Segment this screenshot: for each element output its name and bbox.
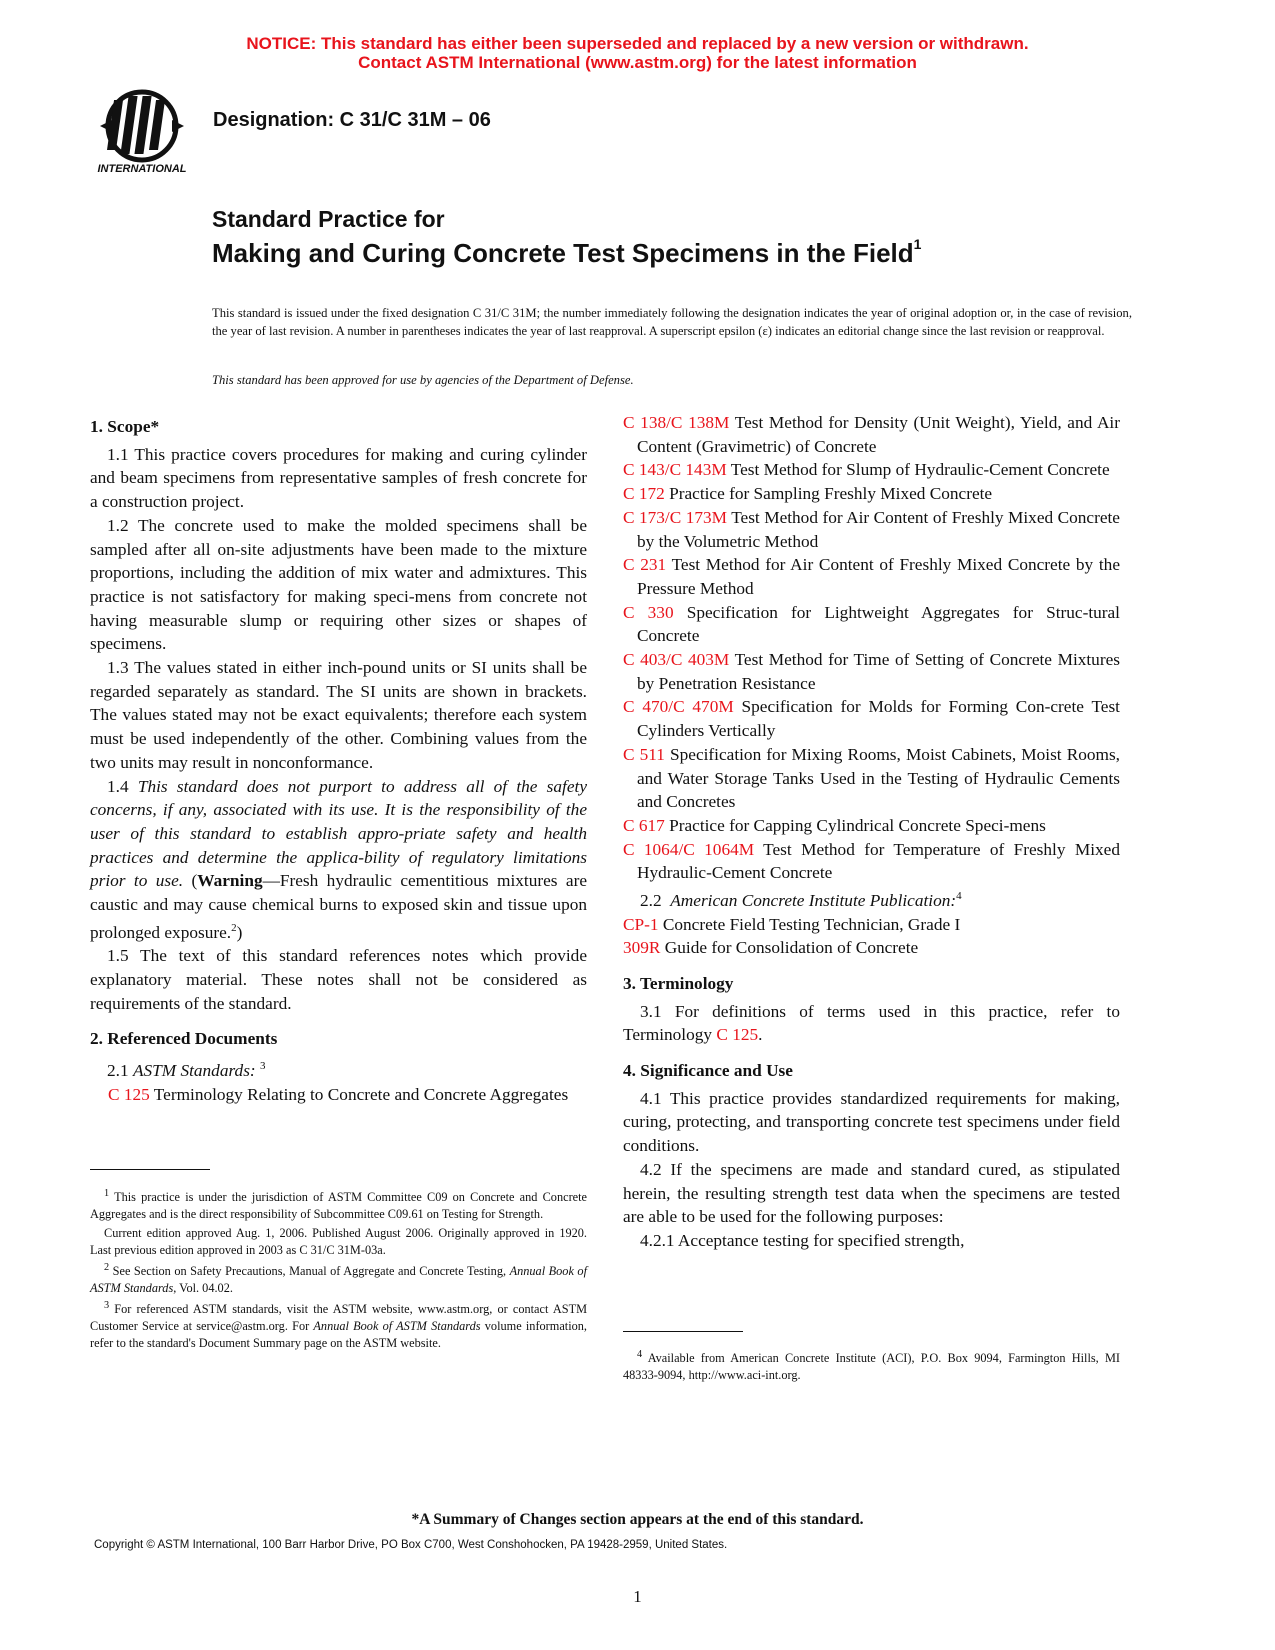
astm-ref-link[interactable]: C 173/C 173M — [623, 507, 728, 527]
warning-label: Warning — [197, 871, 263, 891]
astm-ref-title: Test Method for Air Content of Freshly Mixed Concrete by the Pressure Method — [637, 555, 1120, 598]
notice-line-2: Contact ASTM International (www.astm.org) for the latest information — [358, 53, 917, 72]
astm-ref-title: Specification for Mixing Rooms, Moist Cabinets, Moist Rooms, and Water Storage Tanks Used in the Testing of Hydraulic Cements and Concretes — [637, 744, 1120, 812]
footnote-2-mark: 2 — [104, 1262, 110, 1274]
astm-ref-link[interactable]: C 511 — [623, 744, 665, 764]
footnote-rule-left — [90, 1169, 210, 1170]
astm-ref-item — [623, 743, 1120, 814]
astm-reference-list — [623, 411, 1120, 885]
right-column — [623, 411, 1120, 1253]
footnote-4 — [623, 1346, 1120, 1384]
footnotes-right — [623, 1346, 1120, 1384]
footnote-rule-right — [623, 1331, 743, 1332]
astm-ref-item — [623, 695, 1120, 742]
notice-line-1: NOTICE: This standard has either been superseded and replaced by a new version or withdrawn. — [246, 34, 1029, 53]
astm-ref-item — [623, 838, 1120, 885]
issued-note: This standard is issued under the fixed designation C 31/C 31M; the number immediately following the designation indicates the year of original adoption or, in the case of revision, the year of last revision. A number in parentheses indicates the year of last reapproval. A superscript epsilon (ε) indicates an editorial change since the last revision or reapproval. — [212, 306, 1132, 338]
astm-ref-title: Test Method for Air Content of Freshly Mixed Concrete by the Volumetric Method — [637, 507, 1120, 551]
title-footnote-mark: 1 — [913, 236, 922, 252]
scope-heading: 1. Scope* — [90, 417, 160, 436]
astm-ref-item — [623, 648, 1120, 695]
terminology-heading: 3. Terminology — [623, 973, 734, 993]
paren-open: ( — [191, 871, 198, 891]
page-title — [212, 238, 921, 269]
astm-ref-link[interactable]: C 330 — [623, 602, 674, 622]
footnote-3-book: Annual Book of ASTM Standards — [313, 1319, 481, 1334]
aci-ref-link[interactable]: 309R — [623, 938, 661, 958]
significance-heading: 4. Significance and Use — [623, 1061, 793, 1081]
section-2-2 — [623, 885, 1120, 912]
footnote-1-edition: Current edition approved Aug. 1, 2006. Published August 2006. Originally approved in 1920. Last previous edition approved in 2003 as C 31/C 31M-03a. — [90, 1226, 587, 1258]
astm-logo-mark — [92, 86, 192, 178]
footnote-4-mark: 4 — [637, 1349, 643, 1360]
footnote-ref-3: 3 — [260, 1060, 266, 1073]
section-2-2-label: American Concrete Institute Publication: — [670, 890, 957, 910]
designation: Designation: C 31/C 31M – 06 — [213, 109, 491, 131]
footnote-3 — [90, 1297, 587, 1352]
astm-ref-title: Practice for Capping Cylindrical Concrete Speci-mens — [669, 815, 1046, 835]
footnote-4-text: Available from American Concrete Institute (ACI), P.O. Box 9094, Farmington Hills, MI 48333-9094, http://www.aci-int.org. — [623, 1351, 1120, 1383]
left-column — [90, 415, 587, 1106]
astm-ref-item — [623, 506, 1120, 553]
ref-c125-link[interactable]: C 125 — [108, 1084, 150, 1104]
aci-ref-item — [623, 936, 1120, 960]
astm-ref-item — [623, 553, 1120, 600]
astm-ref-item — [623, 482, 1120, 506]
footnote-1 — [90, 1185, 587, 1223]
section-3-1-period: . — [758, 1025, 763, 1045]
section-1-4 — [90, 775, 587, 945]
summary-of-changes-note: *A Summary of Changes section appears at the end of this standard. — [411, 1511, 864, 1528]
astm-ref-title: Specification for Molds for Forming Con-crete Test Cylinders Vertically — [637, 697, 1120, 741]
ref-c125-link-terminology[interactable]: C 125 — [716, 1025, 759, 1045]
ref-c125 — [90, 1083, 587, 1107]
astm-ref-link[interactable]: C 617 — [623, 815, 665, 835]
astm-ref-title: Test Method for Slump of Hydraulic-Cement Concrete — [730, 460, 1110, 480]
footnote-3-text: For referenced ASTM standards, visit the ASTM website, www.astm.org, or contact ASTM Customer Service at service@astm.org. For — [90, 1302, 588, 1334]
aci-ref-title: Guide for Consolidation of Concrete — [664, 938, 919, 958]
astm-ref-title: Specification for Lightweight Aggregates for Struc-tural Concrete — [637, 602, 1120, 646]
footnotes-left — [90, 1185, 587, 1352]
withdrawal-notice — [0, 34, 1275, 72]
footnote-ref-2: 2 — [231, 921, 237, 934]
footnote-2-book: Annual Book of ASTM Standards — [90, 1264, 587, 1296]
section-4-1: 4.1 This practice provides standardized requirements for making, curing, protecting, and transporting concrete test specimens under field conditions. — [623, 1088, 1120, 1156]
astm-ref-link[interactable]: C 1064/C 1064M — [623, 839, 755, 859]
footnote-ref-4: 4 — [956, 890, 962, 903]
copyright: Copyright © ASTM International, 100 Barr Harbor Drive, PO Box C700, West Conshohocken, PA 19428-2959, United States. — [94, 1539, 728, 1551]
ref-c125-title: Terminology Relating to Concrete and Concrete Aggregates — [153, 1084, 569, 1104]
warning-text: —Fresh hydraulic cementitious mixtures are caustic and may cause chemical burns to exposed skin and tissue upon prolonged exposure. — [90, 871, 587, 942]
dod-approval-note: This standard has been approved for use by agencies of the Department of Defense. — [212, 373, 634, 387]
astm-ref-link[interactable]: C 143/C 143M — [623, 460, 727, 480]
astm-ref-title: Test Method for Time of Setting of Concrete Mixtures by Penetration Resistance — [637, 650, 1120, 693]
astm-ref-item — [623, 601, 1120, 648]
section-3-1-text: 3.1 For definitions of terms used in this practice, refer to Terminology — [623, 1001, 1120, 1045]
title-text: Making and Curing Concrete Test Specimens in the Field — [212, 238, 914, 268]
astm-ref-link[interactable]: C 231 — [623, 555, 667, 575]
astm-ref-item — [623, 458, 1120, 482]
aci-ref-link[interactable]: CP-1 — [623, 914, 659, 934]
footnote-1-text: This practice is under the jurisdiction of ASTM Committee C09 on Concrete and Concrete Aggregates and is the direct responsibility of Subcommittee C09.61 on Testing for Strength. — [90, 1190, 587, 1222]
section-1-2: 1.2 The concrete used to make the molded specimens shall be sampled after all on-site adjustments have been made to the mixture proportions, including the addition of mix water and admixtures. This practice is not satisfactory for making speci-mens from concrete not having measurable slump or requiring other sizes or shapes of specimens. — [90, 515, 587, 654]
footnote-1-mark: 1 — [104, 1188, 110, 1199]
footnote-2-vol: , Vol. 04.02. — [173, 1281, 233, 1296]
astm-ref-link[interactable]: C 470/C 470M — [623, 697, 734, 717]
section-2-1 — [90, 1055, 587, 1082]
aci-reference-list — [623, 913, 1120, 960]
astm-ref-item — [623, 411, 1120, 458]
section-2-2-number: 2.2 — [640, 890, 662, 910]
section-1-5: 1.5 The text of this standard references notes which provide explanatory material. These notes shall not be considered as requirements of the standard. — [90, 946, 587, 1013]
astm-ref-title: Test Method for Density (Unit Weight), Yield, and Air Content (Gravimetric) of Concrete — [637, 413, 1120, 456]
aci-ref-title: Concrete Field Testing Technician, Grade I — [662, 914, 961, 934]
title-kicker: Standard Practice for — [212, 206, 445, 232]
aci-ref-item — [623, 913, 1120, 937]
paren-close: ) — [236, 922, 243, 942]
referenced-documents-heading: 2. Referenced Documents — [90, 1029, 278, 1049]
astm-ref-link[interactable]: C 138/C 138M — [623, 413, 730, 432]
section-4-2-1: 4.2.1 Acceptance testing for specified strength, — [640, 1230, 965, 1250]
astm-ref-title: Test Method for Temperature of Freshly Mixed Hydraulic-Cement Concrete — [637, 839, 1120, 883]
astm-ref-link[interactable]: C 172 — [623, 484, 665, 504]
section-3-1 — [623, 1000, 1120, 1047]
astm-ref-item — [623, 814, 1120, 838]
footnote-2-text: See Section on Safety Precautions, Manual of Aggregate and Concrete Testing, — [112, 1264, 507, 1279]
section-1-1: 1.1 This practice covers procedures for making and curing cylinder and beam specimens from representative samples of fresh concrete for a construction project. — [90, 444, 587, 512]
section-2-1-number: 2.1 — [107, 1060, 129, 1080]
footnote-2 — [90, 1259, 587, 1297]
section-1-4-caveat: This standard does not purport to address all of the safety concerns, if any, associated with its use. It is the responsibility of the user of this standard to establish appro-priate safety and health practices and determine the applica-bility of regulatory limitations prior to use. — [90, 776, 587, 891]
astm-ref-title: Practice for Sampling Freshly Mixed Concrete — [669, 484, 993, 504]
astm-ref-link[interactable]: C 403/C 403M — [623, 650, 730, 670]
footnote-3-mark: 3 — [104, 1300, 110, 1312]
footnote-3-rest: volume information, refer to the standard's Document Summary page on the ASTM website. — [90, 1319, 588, 1351]
page-number: 1 — [633, 1587, 642, 1606]
logo-wordmark: INTERNATIONAL — [97, 163, 187, 175]
astm-logo — [92, 86, 192, 178]
section-1-3: 1.3 The values stated in either inch-pound units or SI units shall be regarded separately as standard. The SI units are shown in brackets. The values stated may not be exact equivalents; therefore each system must be used independently of the other. Combining values from the two units may result in nonconformance. — [90, 658, 587, 772]
section-1-4-number: 1.4 — [107, 776, 129, 796]
section-4-2: 4.2 If the specimens are made and standard cured, as stipulated herein, the resulting strength test data when the specimens are tested are able to be used for the following purposes: — [623, 1159, 1120, 1227]
section-2-1-label: ASTM Standards: — [132, 1060, 256, 1080]
